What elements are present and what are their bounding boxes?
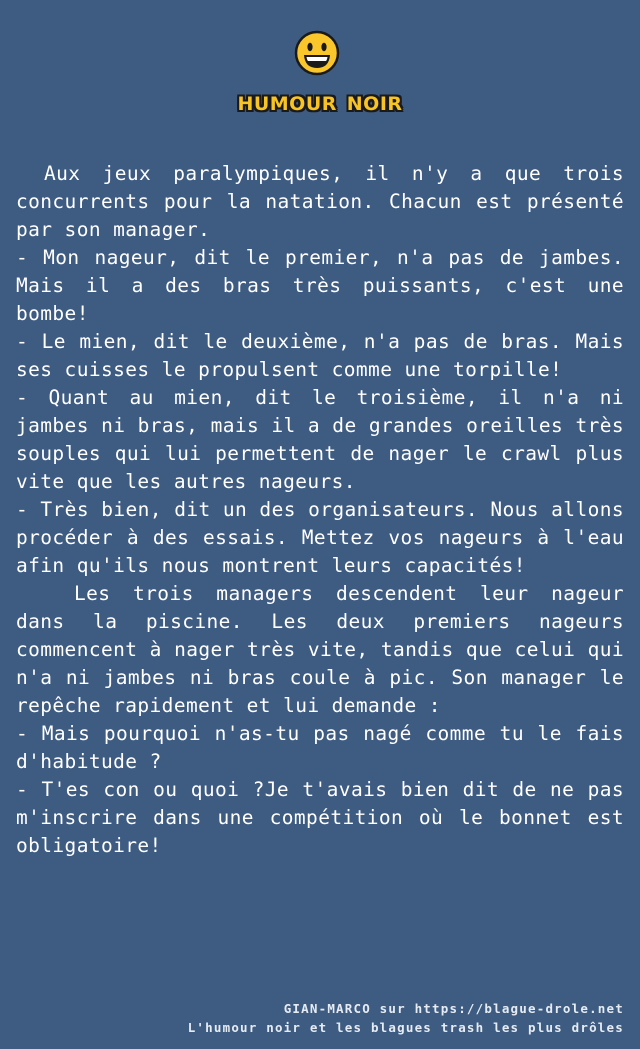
joke-paragraph: - Mon nageur, dit le premier, n'a pas de jambes. Mais il a des bras très puissants, c'est une bombe! (16, 246, 624, 325)
footer (188, 999, 624, 1037)
page-title: humour noir (237, 86, 403, 117)
footer-credit: GIAN-MARCO sur https://blague-drole.net (283, 1001, 624, 1016)
joke-paragraph: Les trois managers descendent leur nageur dans la piscine. Les deux premiers nageurs commencent à nager très vite, tandis que celui qui n'a ni jambes ni bras coule à pic. Son manager le repêche rapidement et lui demande : (16, 582, 624, 717)
joke-paragraph: Aux jeux paralympiques, il n'y a que trois concurrents pour la natation. Chacun est présenté par son manager. (16, 162, 624, 241)
joke-paragraph: - Très bien, dit un des organisateurs. Nous allons procéder à des essais. Mettez vos nageurs à l'eau afin qu'ils nous montrent leurs capacités! (16, 498, 624, 577)
footer-tagline: L'humour noir et les blagues trash les plus drôles (187, 1020, 624, 1035)
joke-paragraph: - Le mien, dit le deuxième, n'a pas de bras. Mais ses cuisses le propulsent comme une torpille! (16, 330, 624, 381)
joke-paragraph: - Quant au mien, dit le troisième, il n'a ni jambes ni bras, mais il a de grandes oreilles très souples qui lui permettent de nager le crawl plus vite que les autres nageurs. (16, 386, 624, 493)
joke-paragraph: - T'es con ou quoi ?Je t'avais bien dit de ne pas m'inscrire dans une compétition où le bonnet est obligatoire! (16, 778, 624, 857)
joke-text (16, 160, 624, 860)
joke-paragraph: - Mais pourquoi n'as-tu pas nagé comme tu le fais d'habitude ? (16, 722, 624, 773)
grinning-face-icon (294, 30, 340, 76)
